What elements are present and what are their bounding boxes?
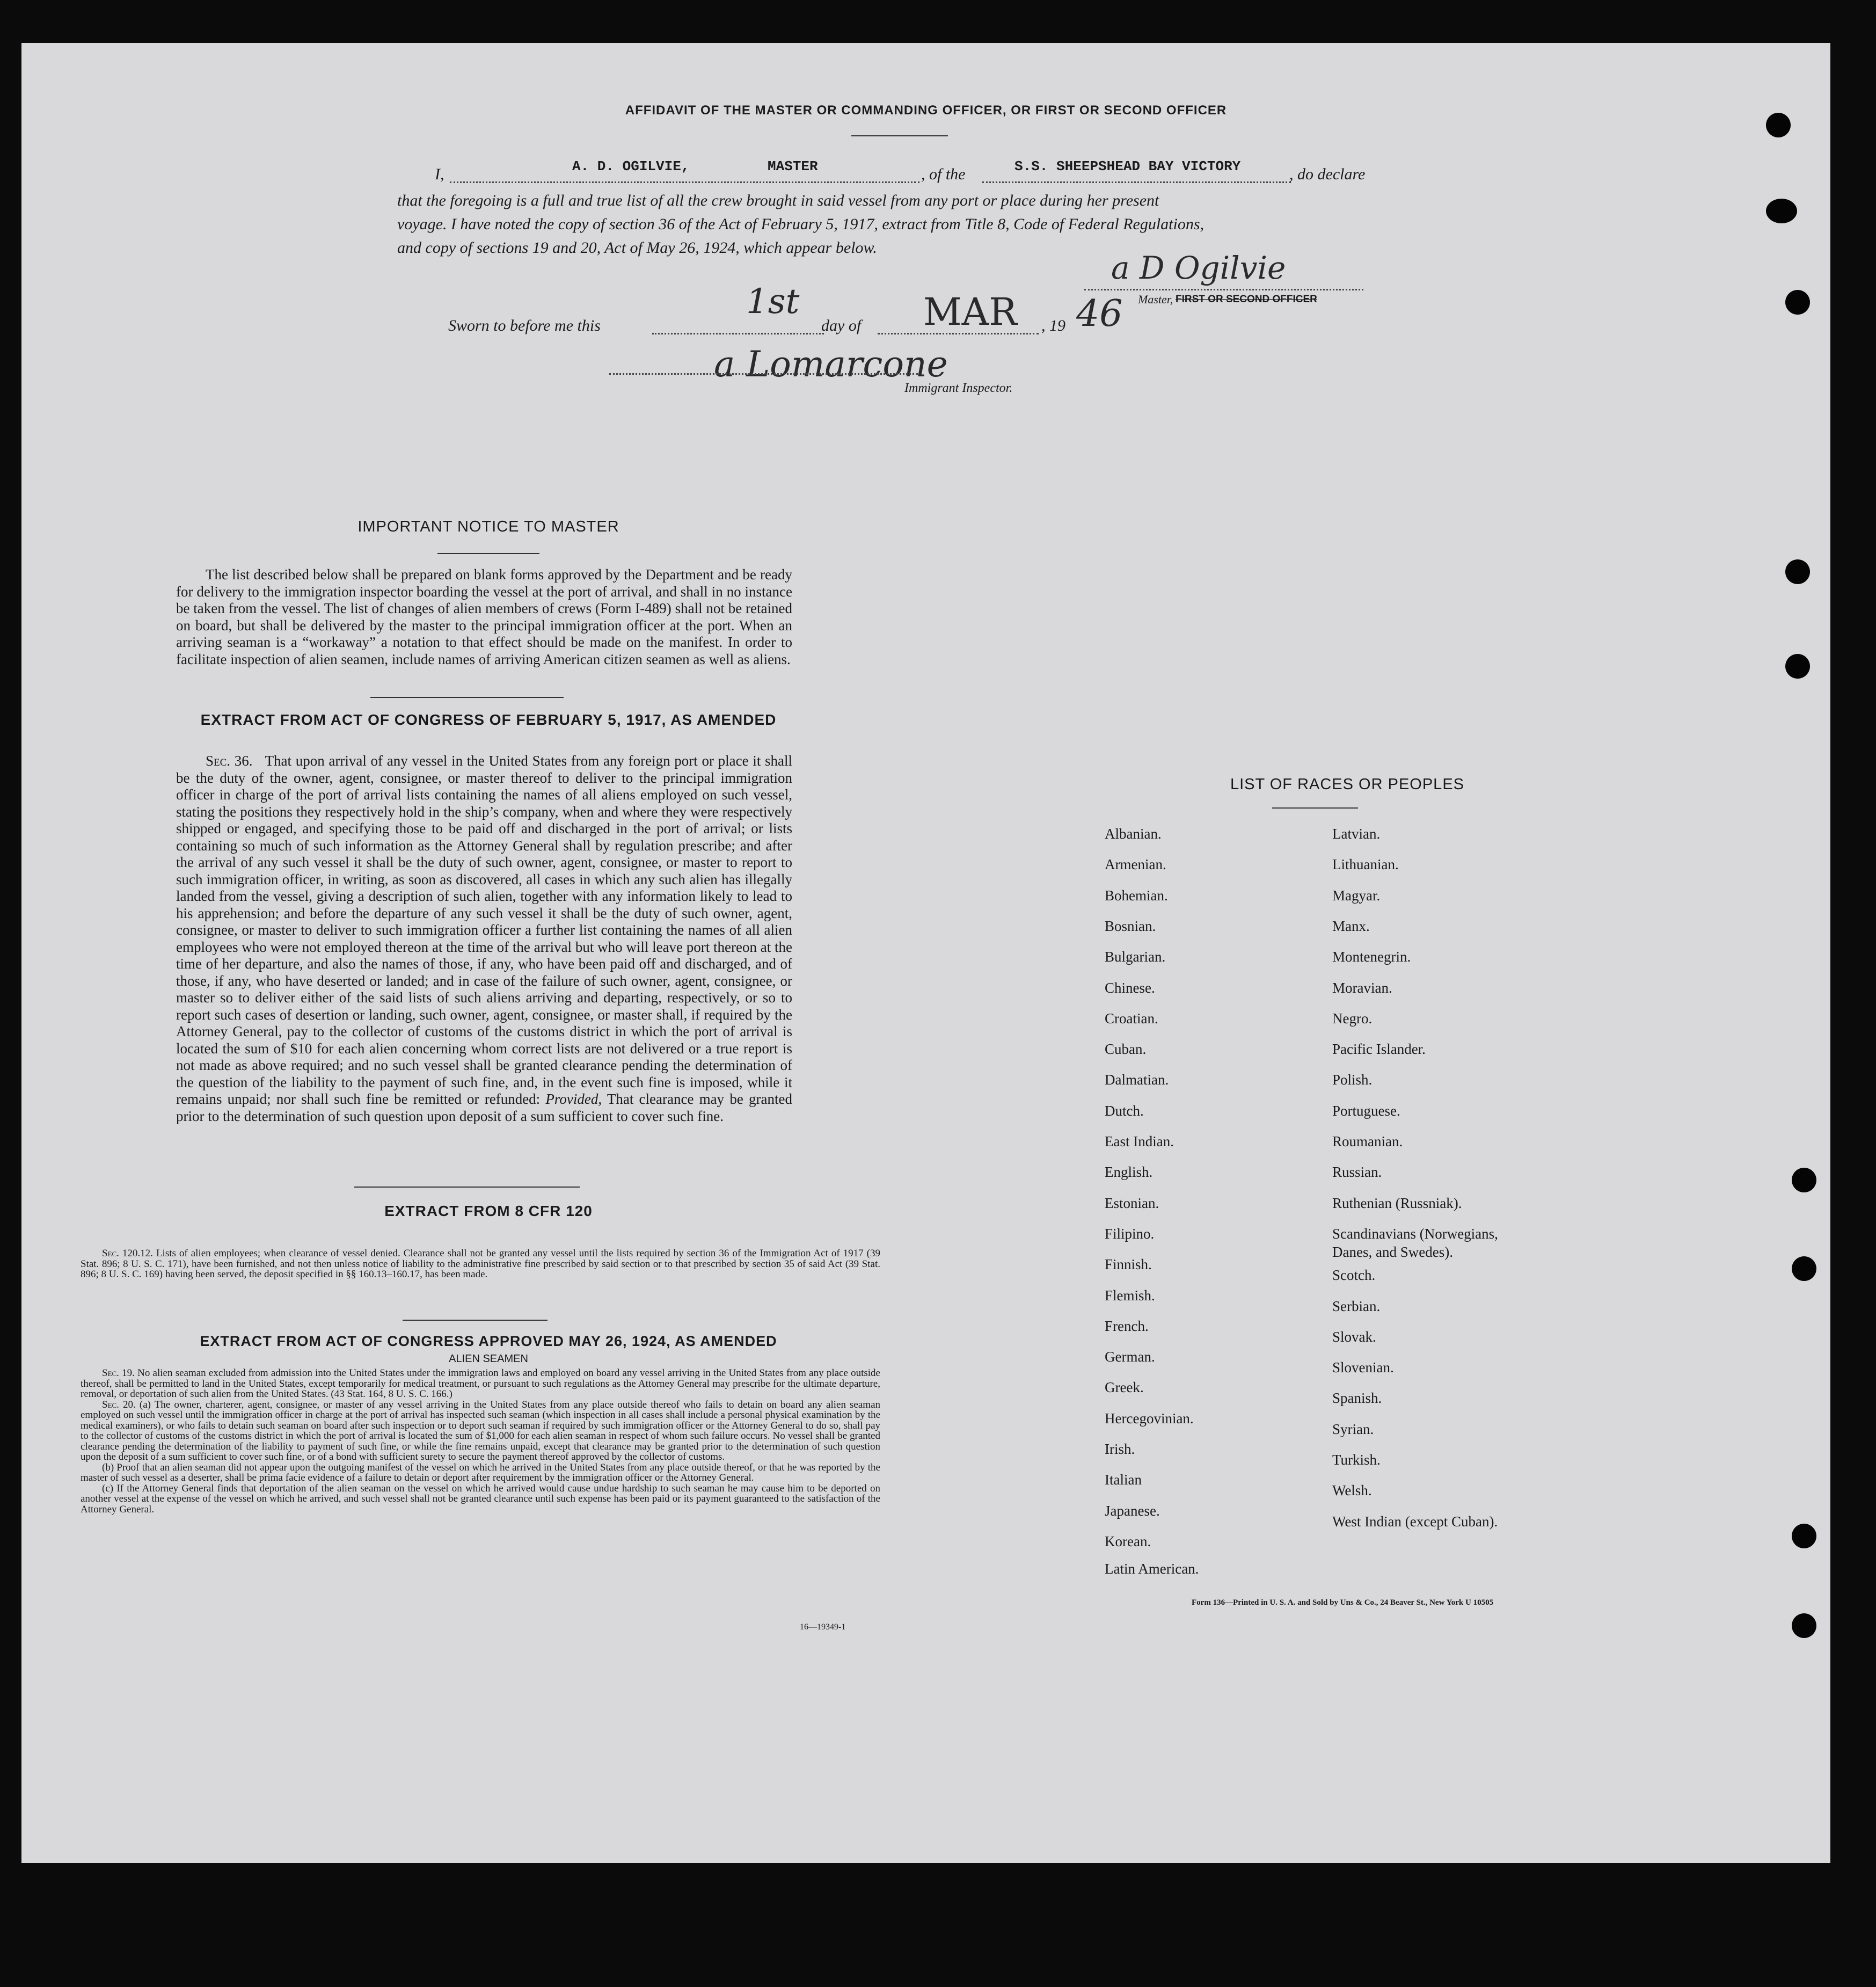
race-item: German. (1105, 1349, 1155, 1365)
race-item: Italian (1105, 1472, 1142, 1488)
race-item: Scotch. (1332, 1267, 1376, 1283)
race-item: Dutch. (1105, 1103, 1144, 1119)
master-label: Master, (1138, 293, 1173, 306)
race-item: Moravian. (1332, 980, 1392, 996)
divider (354, 1187, 580, 1188)
document-page (21, 43, 1830, 1863)
affidavit-title: AFFIDAVIT OF THE MASTER OR COMMANDING OFFICER, OR FIRST OR SECOND OFFICER (625, 103, 1227, 118)
of-the-label: , of the (921, 165, 966, 183)
year-prefix: , 19 (1041, 317, 1065, 334)
section-36-text: Sec. 36. That upon arrival of any vessel in the United States from any foreign port or place it shall be the duty of the owner, agent, consignee, or master thereof to deliver to the principal immigration officer in charge of the port of arrival lists containing the names of all aliens employed on such vessel, stating the positions they respectively hold in the ship’s company, when and where they were respectively shipped or engaged, and specifying those to be paid off and discharged in the port of arrival; or lists containing so much of such information as the Attorney General shall by regulation prescribe; and after the arrival of any such vessel it shall be the duty of such owner, agent, consignee, or master to report to such immigration officer, in writing, as soon as discovered, all cases in which any such alien has illegally landed from the vessel, giving a description of such alien, together with any information likely to lead to his apprehension; and before the departure of any such vessel it shall be the duty of such owner, agent, consignee, or master to deliver to such immigration officer a further list containing the names of all alien employees who were not employed thereon at the time of the arrival but who will leave port thereon at the time of her departure, and also the names of those, if any, who have been paid off and discharged, and of those, if any, who have deserted or landed; and in case of the failure of such owner, agent, consignee, or master so to deliver either of the said lists of such aliens arriving and departing, respectively, or so to report such cases of desertion or landing, such owner, agent, consignee, or master shall, if required by the Attorney General, pay to the collector of customs of the customs district in which the port of arrival is located the sum of $10 for each alien concerning whom correct lists are not delivered or a true report is not made as above required; and no such vessel shall be granted clearance pending the determination of the question of the liability to the payment of such fine, and, in the event such fine is imposed, while it remains unpaid; nor shall such fine be remitted or refunded: Provided, That clearance may be granted prior to the determination of such question upon deposit of a sum sufficient to cover such fine. (176, 753, 793, 1124)
race-item: Latin American. (1105, 1561, 1199, 1577)
section-19-20-text: Sec. 19. No alien seaman excluded from admission into the United States under the immigration laws and employed on board any vessel arriving in the United States from any place outside thereof, shall be permitted to land in the United States, except temporarily for medical treatment, or pursuant to such regulations as the Attorney General may prescribe for the ultimate departure, removal, or deportation of such alien from the United States. (43 Stat. 164, 8 U. S. C. 166.) Sec. 20. (a) The owner, charterer, agent, consignee, or master of any vessel arriving in the United States from any place outside thereof who fails to detain on board any alien seaman employed on such vessel until the immigration officer in charge at the port of arrival has inspected such seaman (which inspection in all cases shall include a personal physical examination by the medical examiners), or who fails to detain such seaman on board after such inspection or to deport such seaman if required by such immigration officer or the Attorney General to do so, shall pay to the collector of customs of the customs district in which the port of arrival is located the sum of $1,000 for each alien seaman in respect of whom such failure occurs. No vessel shall be granted clearance pending the determination of the liability to payment of such fine, or while the fine remains unpaid, except that clearance may be granted prior to the determination of such question upon the deposit of a sum sufficient to cover such fine, or of a bond with sufficient surety to secure the payment thereof approved by the collector of customs. (b) Proof that an alien seaman did not appear upon the outgoing manifest of the vessel on which he arrived in the United States from any place outside thereof, or that he was reported by the master of such vessel as a deserter, shall be prima facie evidence of a failure to detain or deport after requirement by the immigration officer or the Attorney General. (c) If the Attorney General finds that deportation of the alien seaman on the vessel on which he arrived would cause undue hardship to such seaman he may cause him to be deported on another vessel at the expense of the vessel on which he arrived, and such vessel shall not be granted clearance until such expense has been paid or its payment guaranteed to the satisfaction of the Attorney General. (81, 1367, 881, 1515)
section-label: Sec. 36. (206, 753, 253, 769)
divider (370, 697, 564, 698)
race-item: Bulgarian. (1105, 949, 1166, 965)
race-item: Magyar. (1332, 887, 1381, 904)
master-signature-line (1084, 289, 1363, 290)
divider (437, 553, 539, 554)
struck-officer-text: FIRST OR SECOND OFFICER (1176, 294, 1317, 305)
race-item: Bohemian. (1105, 887, 1168, 904)
sworn-label: Sworn to before me this (448, 317, 601, 334)
day-handwritten: 1st (746, 282, 800, 322)
race-item: Finnish. (1105, 1256, 1152, 1272)
year-handwritten: 46 (1076, 293, 1123, 335)
master-signature: a D Ogilvie (1111, 250, 1286, 286)
notice-text: The list described below shall be prepared on blank forms approved by the Department and be ready for delivery to the immigration inspector boarding the vessel at the port of arrival, and shall in no instance be taken from the vessel. The list of changes of alien members of crews (Form I-489) shall not be retained on board, but shall be delivered by the master to the principal immigration officer at the port. When an arriving seaman is a “workaway” a notation to that effect should be made on the manifest. In order to facilitate inspection of alien seamen, include names of arriving American citizen seamen as well as aliens. (176, 566, 792, 667)
race-item: Cuban. (1105, 1041, 1147, 1057)
binder-hole (1766, 113, 1791, 137)
binder-hole (1785, 559, 1810, 584)
race-item: Estonian. (1105, 1195, 1159, 1211)
race-item: Slovak. (1332, 1329, 1376, 1345)
race-item: Albanian. (1105, 826, 1162, 842)
binder-hole (1792, 1613, 1816, 1638)
race-item: Irish. (1105, 1441, 1135, 1457)
master-name: A. D. OGILVIE, (572, 158, 690, 174)
divider (851, 135, 948, 136)
race-item: Negro. (1332, 1010, 1373, 1027)
form-footer: Form 136—Printed in U. S. A. and Sold by Uns & Co., 24 Beaver St., New York U 10505 (1192, 1598, 1494, 1607)
race-item: Scandinavians (Norwegians, (1332, 1226, 1498, 1242)
race-item: Chinese. (1105, 980, 1155, 996)
cfr-text: Sec. 120.12. Lists of alien employees; when clearance of vessel denied. Clearance shall not be granted any vessel until the lists required by section 36 of the Immigration Act of 1917 (39 Stat. 896; 8 U. S. C. 171), have been furnished, and not then unless notice of liability to the administrative fine prescribed by said section or to that prescribed by section 35 of said Act (39 Stat. 896; 8 U. S. C. 169) having been served, the deposit specified in §§ 160.13–160.17, has been made. (81, 1248, 881, 1280)
race-item: East Indian. (1105, 1133, 1174, 1149)
race-item: Russian. (1332, 1164, 1382, 1180)
races-title: LIST OF RACES OR PEOPLES (1230, 776, 1465, 793)
race-item: Slovenian. (1332, 1359, 1394, 1375)
name-blank-line (450, 181, 919, 183)
race-item: Polish. (1332, 1072, 1373, 1088)
race-item: Lithuanian. (1332, 856, 1399, 872)
affidavit-i-label: I, (435, 165, 444, 183)
master-rank: MASTER (768, 158, 818, 174)
day-blank-line (652, 333, 824, 334)
race-item: Turkish. (1332, 1452, 1381, 1468)
race-item: Hercegovinian. (1105, 1410, 1194, 1426)
race-item: Croatian. (1105, 1010, 1158, 1027)
inspector-label: Immigrant Inspector. (904, 381, 1013, 395)
race-item: Manx. (1332, 918, 1370, 934)
race-item: Flemish. (1105, 1287, 1155, 1304)
race-item: Pacific Islander. (1332, 1041, 1426, 1057)
alien-seamen-subtitle: ALIEN SEAMEN (449, 1353, 528, 1365)
declaration-text: that the foregoing is a full and true list of all the crew brought in said vessel from any port or place during her present voyage. I have noted the copy of section 36 of the Act of February 5, 1917, extract from Title 8, Code of Federal Regulations, and copy of sections 19 and 20, Act of May 26, 1924, which appear below. (397, 192, 1205, 257)
race-item: Montenegrin. (1332, 949, 1411, 965)
race-item: Roumanian. (1332, 1133, 1403, 1149)
extract-1924-title: EXTRACT FROM ACT OF CONGRESS APPROVED MAY 26, 1924, AS AMENDED (200, 1333, 777, 1349)
extract-1917-title: EXTRACT FROM ACT OF CONGRESS OF FEBRUARY 5, 1917, AS AMENDED (200, 711, 777, 728)
month-handwritten: MAR (923, 290, 1017, 334)
document-code: 16—19349-1 (800, 1622, 846, 1632)
divider (1272, 807, 1358, 809)
divider (403, 1320, 548, 1321)
race-item: Welsh. (1332, 1482, 1372, 1498)
do-declare-label: , do declare (1289, 165, 1366, 183)
vessel-blank-line (982, 181, 1291, 183)
race-item: Latvian. (1332, 826, 1381, 842)
cfr-title: EXTRACT FROM 8 CFR 120 (384, 1203, 593, 1219)
race-item: Ruthenian (Russniak). (1332, 1195, 1462, 1211)
binder-hole (1792, 1168, 1816, 1192)
race-item: Korean. (1105, 1533, 1151, 1549)
binder-hole (1766, 199, 1797, 223)
race-item: French. (1105, 1318, 1149, 1334)
race-item: Bosnian. (1105, 918, 1156, 934)
race-item: West Indian (except Cuban). (1332, 1513, 1498, 1530)
day-of-label: day of (821, 317, 862, 334)
notice-title: IMPORTANT NOTICE TO MASTER (357, 518, 619, 535)
race-item: Dalmatian. (1105, 1072, 1169, 1088)
vessel-name: S.S. SHEEPSHEAD BAY VICTORY (1014, 158, 1241, 174)
binder-hole (1792, 1524, 1816, 1548)
race-item: Armenian. (1105, 856, 1166, 872)
inspector-signature-line (609, 373, 918, 375)
race-item: Filipino. (1105, 1226, 1155, 1242)
race-item: Japanese. (1105, 1503, 1160, 1519)
inspector-signature: a Lomarcone (714, 344, 948, 385)
race-item: Portuguese. (1332, 1103, 1400, 1119)
race-item: Danes, and Swedes). (1332, 1244, 1453, 1260)
race-item: English. (1105, 1164, 1153, 1180)
binder-hole (1785, 654, 1810, 679)
binder-hole (1792, 1256, 1816, 1281)
race-item: Syrian. (1332, 1421, 1374, 1437)
race-item: Greek. (1105, 1379, 1144, 1395)
race-item: Serbian. (1332, 1298, 1381, 1314)
race-item: Spanish. (1332, 1390, 1382, 1406)
binder-hole (1785, 290, 1810, 315)
